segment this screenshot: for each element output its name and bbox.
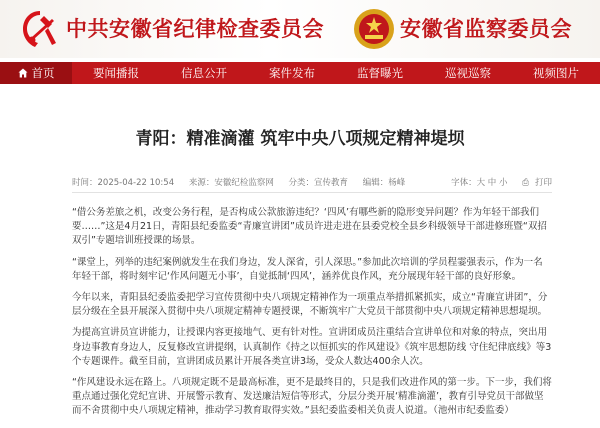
site-header	[0, 0, 600, 58]
nav-item-label: 要闻播报	[93, 66, 139, 80]
print-label: 打印	[534, 178, 552, 188]
font-size-control[interactable]: 字体：大 中 小	[451, 178, 508, 188]
article-meta	[72, 176, 552, 190]
print-button[interactable]	[516, 178, 552, 188]
home-icon	[18, 68, 28, 78]
divider	[72, 192, 552, 193]
nav-item-info-disclosure[interactable]	[160, 62, 248, 84]
site-title-left[interactable]: 中共安徽省纪律检查委员会	[66, 16, 324, 41]
article-paragraph: “课堂上，列举的违纪案例就发生在我们身边，发人深省，引人深思。”参加此次培训的学员程霎强表示，作为一名年轻干部，将时刻牢记‘作风问题无小事’，自觉抵制‘四风’，涵养优良作风，充分展现年轻干部的良好形象。	[72, 256, 543, 282]
article-body	[72, 206, 552, 426]
article-paragraph: “作风建设永远在路上。八项规定既不是最高标准，更不是最终目的，只是我们改进作风的第一步。下一步，我们将重点通过强化党纪宣讲、开展警示教育、发送廉洁短信等形式，分层分类开展‘精准滴灌’，教育引导党员干部做坚而不舍贯彻中央八项规定精神，推动学习教育取得实效。”县纪委监委相关负责人说道。（池州市纪委监委）	[72, 377, 552, 417]
nav-item-label: 案件发布	[269, 66, 315, 80]
article-category: 分类：宣传教育	[288, 178, 349, 188]
article-title: 青阳：精准滴灌 筑牢中央八项规定精神堤坝	[135, 129, 465, 149]
article-paragraph: 今年以来，青阳县纪委监委把学习宣传贯彻中央八项规定精神作为一项重点举措抓紧抓实，成立“青廉宣讲团”，分层分级在全县开展深入贯彻中央八项规定精神专题授课，不断筑牢广大党员干部贯彻中央八项规定精神思想堤坝。	[72, 292, 548, 318]
nav-item-label: 信息公开	[181, 66, 227, 80]
national-emblem-icon[interactable]	[352, 7, 396, 51]
print-icon: ⎙	[522, 178, 529, 188]
article-source: 来源：安徽纪检监察网	[188, 178, 274, 188]
nav-item-label: 视频图片	[533, 66, 579, 80]
nav-item-inspection[interactable]	[424, 62, 512, 84]
main-navigation	[0, 62, 600, 84]
site-title-right[interactable]: 安徽省监察委员会	[400, 16, 572, 41]
nav-item-video-images[interactable]	[512, 62, 600, 84]
article-tools	[445, 176, 552, 188]
article-editor: 编辑：杨峰	[362, 178, 406, 188]
nav-item-news[interactable]	[72, 62, 160, 84]
nav-item-label: 监督曝光	[357, 66, 403, 80]
publish-time: 时间：2025-04-22 10:54	[72, 178, 175, 188]
nav-item-case-release[interactable]	[248, 62, 336, 84]
nav-item-home[interactable]	[0, 62, 72, 84]
article-paragraph: 为提高宣讲员宣讲能力，让授课内容更接地气、更有针对性。宣讲团成员注重结合宣讲单位和对象的特点，突出用身边事教育身边人，反复修改宣讲提纲，认真制作《持之以恒抓实的作风建设》《筑牢思想防线 守住纪律底线》等3个专题课件。截至目前，宣讲团成员累计开展各类宣讲3场，受众人数达400余人次。	[72, 327, 552, 367]
nav-item-label: 首页	[31, 66, 55, 80]
nav-item-supervision-exposure[interactable]	[336, 62, 424, 84]
nav-item-label: 巡视巡察	[445, 66, 491, 80]
party-emblem-icon[interactable]	[18, 7, 62, 51]
article-paragraph: “借公务差旅之机，改变公务行程，是否构成公款旅游违纪？‘四风’有哪些新的隐形变异问题？作为年轻干部我们要……”这是4月21日，青阳县纪委监委“青廉宣讲团”成员许进走进在县委党校全县乡科级领导干部进修班暨“双招双引”专题培训班授课的场景。	[72, 207, 547, 247]
